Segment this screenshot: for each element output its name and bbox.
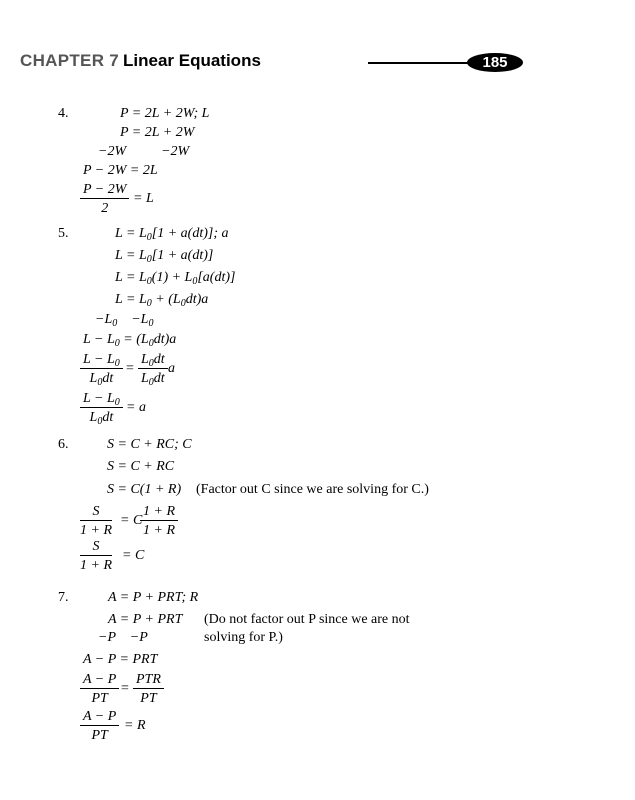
problem-4-line-1: P = 2L + 2W; L xyxy=(120,106,210,121)
problem-4-line-5-rest: = L xyxy=(133,191,154,206)
equals-sign: = xyxy=(126,361,134,376)
fraction-denominator: PT xyxy=(91,728,108,743)
fraction-denominator: 2 xyxy=(101,201,109,216)
problem-5-line-8-rest: = a xyxy=(126,400,146,415)
problem-7-note-line-2: solving for P.) xyxy=(204,630,283,645)
problem-number-7: 7. xyxy=(58,590,69,605)
problem-number-5: 5. xyxy=(58,226,69,241)
fraction-numerator: A − P xyxy=(80,672,119,689)
page-number: 185 xyxy=(467,53,523,72)
problem-5-line-1: $L = L_0[1 + a(dt)]$; a xyxy=(115,226,229,243)
fraction-denominator: $L_0dt$ xyxy=(141,371,165,388)
problem-6-line-2: S = C + RC xyxy=(107,459,175,474)
problem-6-fraction-left xyxy=(80,504,112,538)
fraction-numerator: PTR xyxy=(133,672,164,689)
problem-6-fraction-right xyxy=(140,504,178,538)
problem-7-line-3: −P −P xyxy=(98,630,148,645)
problem-5-line-3: $L = L_0(1) + L_0[a(dt)]$ xyxy=(115,270,236,287)
problem-4-fraction xyxy=(80,182,129,216)
fraction-denominator: $L_0dt$ xyxy=(89,410,114,427)
problem-7-note-line-1: (Do not factor out P since we are not xyxy=(204,612,410,627)
problem-7-line-1: A = P + PRT; R xyxy=(108,590,199,605)
fraction-numerator: P − 2W xyxy=(80,182,129,199)
fraction-numerator: S xyxy=(80,504,112,521)
equals-sign: = xyxy=(121,681,129,696)
fraction-denominator: $L_0dt$ xyxy=(89,371,114,388)
fraction-numerator: A − P xyxy=(80,709,119,726)
fraction-denominator: 1 + R xyxy=(143,523,175,538)
problem-5-line-4: $L = L_0 + (L_0dt)a$ xyxy=(115,292,209,309)
problem-6-line-5-rest: = C xyxy=(122,548,145,563)
problem-7-fraction-final xyxy=(80,709,119,743)
fraction-numerator: $L_0dt$ xyxy=(138,352,168,369)
fraction-numerator: 1 + R xyxy=(140,504,178,521)
chapter-label: CHAPTER 7 xyxy=(20,51,120,70)
problem-4-line-3: −2W −2W xyxy=(98,144,190,159)
problem-5-line-5: $-L_0$ $-L_0$ xyxy=(95,312,154,329)
problem-7-line-2: A = P + PRT xyxy=(108,612,183,627)
fraction-denominator: 1 + R xyxy=(80,558,112,573)
problem-5-fraction-right xyxy=(138,352,168,386)
problem-6-line-1: S = C + RC; C xyxy=(107,437,192,452)
fraction-denominator: 1 + R xyxy=(80,523,112,538)
fraction-denominator: PT xyxy=(91,691,108,706)
problem-7-line-4: A − P = PRT xyxy=(83,652,158,667)
fraction-numerator: $L - L_0$ xyxy=(80,391,123,408)
header-rule xyxy=(368,62,480,64)
problem-5-fraction-left xyxy=(80,352,123,386)
problem-6-fraction-final xyxy=(80,539,112,573)
fraction-numerator: $L - L_0$ xyxy=(80,352,123,369)
problem-4-line-2: P = 2L + 2W xyxy=(120,125,195,140)
problem-5-line-2: $L = L_0[1 + a(dt)]$ xyxy=(115,248,214,265)
fraction-denominator: PT xyxy=(140,691,157,706)
problem-6-line-3: S = C(1 + R) xyxy=(107,482,182,497)
problem-5-line-7-rest: a xyxy=(168,361,175,376)
chapter-title: Linear Equations xyxy=(123,51,261,70)
problem-number-4: 4. xyxy=(58,106,69,121)
problem-7-fraction-left xyxy=(80,672,119,706)
problem-number-6: 6. xyxy=(58,437,69,452)
problem-6-equals-c: = C xyxy=(120,513,143,528)
problem-7-fraction-right xyxy=(133,672,164,706)
problem-4-line-4: P − 2W = 2L xyxy=(83,163,158,178)
problem-7-line-6-rest: = R xyxy=(124,718,146,733)
fraction-numerator: S xyxy=(80,539,112,556)
problem-6-note: (Factor out C since we are solving for C.) xyxy=(196,482,429,497)
problem-5-line-6: $L - L_0 = (L_0dt)a$ xyxy=(83,332,177,349)
problem-5-fraction-final xyxy=(80,391,123,425)
